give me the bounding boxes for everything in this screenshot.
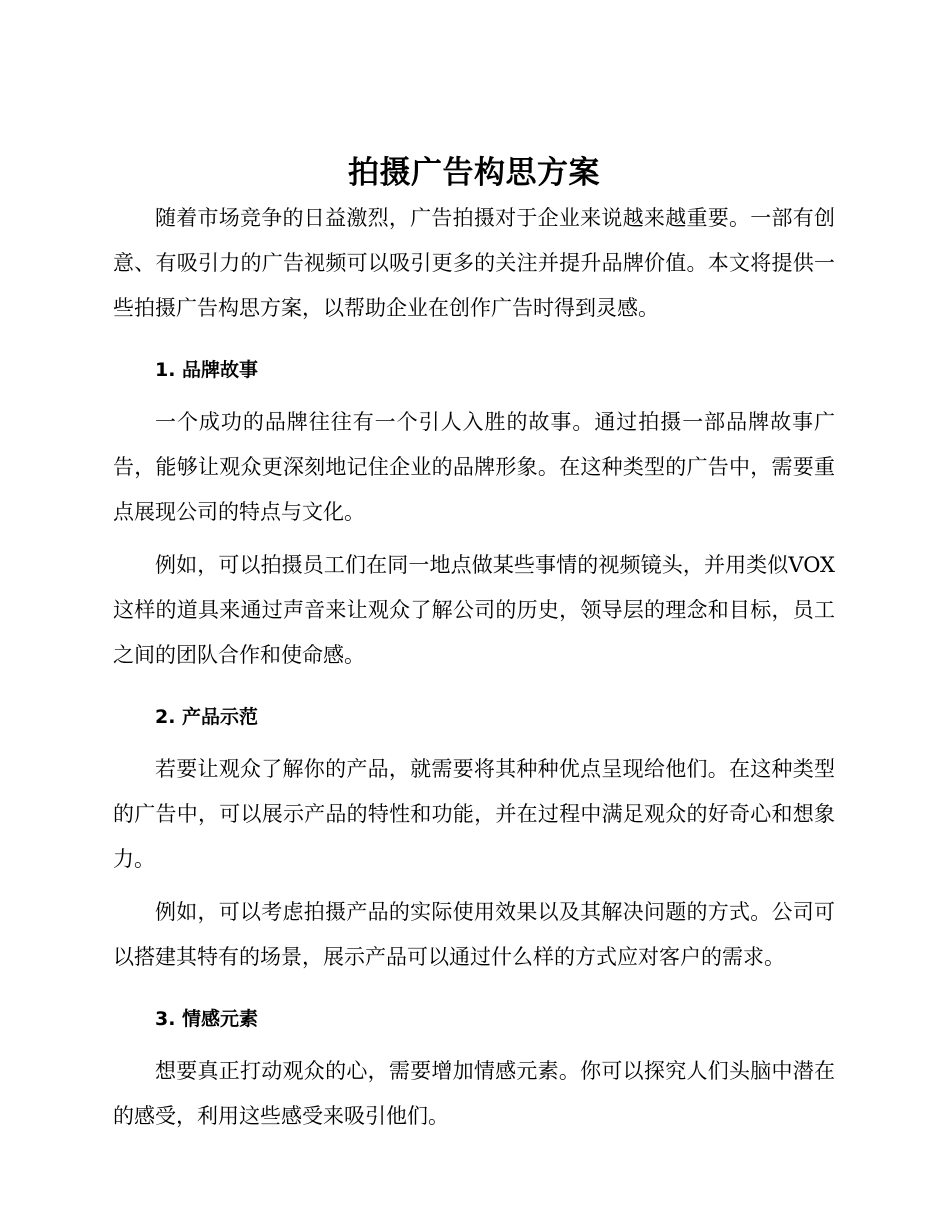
intro-paragraph: 随着市场竞争的日益激烈，广告拍摄对于企业来说越来越重要。一部有创意、有吸引力的广告视频可以吸引更多的关注并提升品牌价值。本文将提供一些拍摄广告构思方案，以帮助企业在创作广告时得到灵感。 [113, 206, 835, 320]
document-title: 拍摄广告构思方案 [348, 155, 600, 191]
document-page [113, 150, 835, 1139]
section-paragraph: 例如，可以考虑拍摄产品的实际使用效果以及其解决问题的方式。公司可以搭建其特有的场景，展示产品可以通过什么样的方式应对客户的需求。 [113, 900, 835, 969]
section-heading: 1. 品牌故事 [155, 359, 259, 381]
section-product-demo [113, 694, 835, 980]
section-heading: 3. 情感元素 [155, 1008, 259, 1030]
section-brand-story [113, 347, 835, 678]
section-heading: 2. 产品示范 [155, 706, 259, 728]
section-paragraph: 例如，可以拍摄员工们在同一地点做某些事情的视频镜头，并用类似VOX这样的道具来通过声音来让观众了解公司的历史，领导层的理念和目标，员工之间的团队合作和使命感。 [113, 553, 835, 667]
section-emotional-elements [113, 996, 835, 1139]
section-paragraph: 想要真正打动观众的心，需要增加情感元素。你可以探究人们头脑中潜在的感受，利用这些感受来吸引他们。 [113, 1059, 835, 1128]
section-paragraph: 若要让观众了解你的产品，就需要将其种种优点呈现给他们。在这种类型的广告中，可以展示产品的特性和功能，并在过程中满足观众的好奇心和想象力。 [113, 757, 835, 871]
section-paragraph: 一个成功的品牌往往有一个引人入胜的故事。通过拍摄一部品牌故事广告，能够让观众更深刻地记住企业的品牌形象。在这种类型的广告中，需要重点展现公司的特点与文化。 [113, 410, 835, 524]
